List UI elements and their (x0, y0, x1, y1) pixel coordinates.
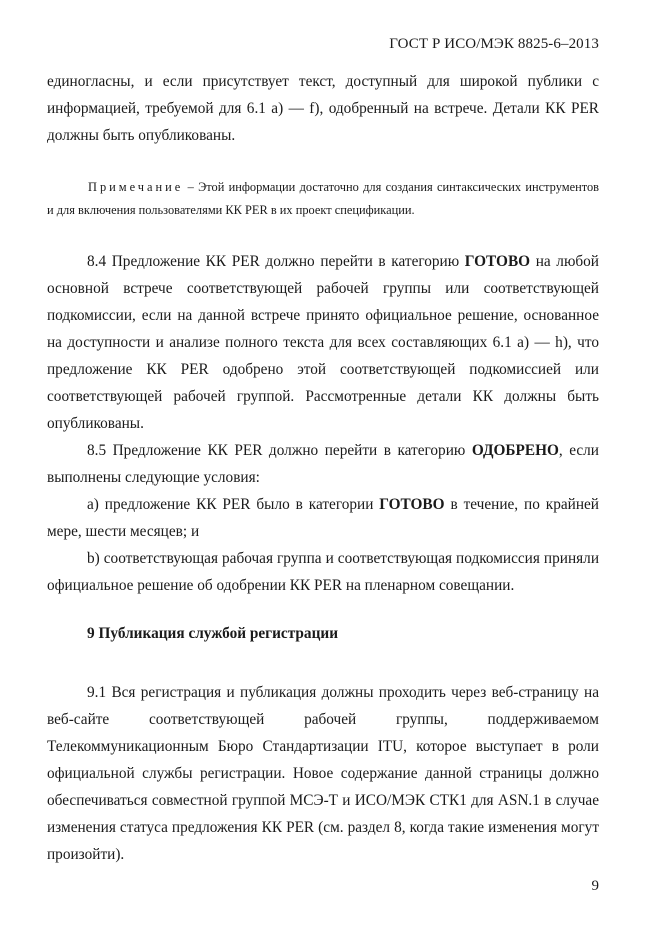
list-item-a (47, 491, 599, 545)
note-text: Этой информации достаточно для создания синтаксических инструментов и для включения пользователями КК PER в их проект спецификации. (47, 180, 599, 217)
note-paragraph (47, 176, 599, 222)
p84-after: на любой основной встрече соответствующей рабочей группы или соответствующей подкомиссии, если на данной встрече принято официальное решение, основанное на доступности и анализе полного текста для всех составляющих 6.1 a) — h), что предложение КК PER одобрено этой соответствующей подкомиссией или соответствующей рабочей группой. Рассмотренные детали КК должны быть опубликованы. (47, 253, 599, 432)
p85-status-approved: ОДОБРЕНО (471, 442, 559, 459)
note-label: Примечание (88, 180, 184, 194)
paragraph-9-1: 9.1 Вся регистрация и публикация должны проходить через веб-страницу на веб-сайте соответствующей рабочей группы, поддерживаемом Телекоммуникационным Бюро Стандартизации ITU, которое выступает в роли официальной службы регистрации. Новое содержание данной страницы должно обеспечиваться совместной группой МСЭ-Т и ИСО/МЭК СТК1 для ASN.1 в случае изменения статуса предложения КК PER (см. раздел 8, когда такие изменения могут произойти). (47, 684, 599, 863)
paragraph-8-5 (47, 437, 599, 491)
item-a-status-ready: ГОТОВО (379, 496, 445, 513)
p84-before: 8.4 Предложение КК PER должно перейти в категорию (87, 253, 465, 270)
section-8-4 (47, 248, 599, 599)
paragraph-8-4 (47, 248, 599, 437)
standard-header: ГОСТ Р ИСО/МЭК 8825-6–2013 (389, 36, 599, 52)
page-number: 9 (591, 878, 599, 894)
note-dash: – (183, 180, 199, 194)
section-9-heading: 9 Публикация службой регистрации (87, 625, 339, 642)
item-a-before: a) предложение КК PER было в категории (87, 496, 380, 513)
section-9-1 (47, 679, 599, 868)
list-item-b: b) соответствующая рабочая группа и соответствующая подкомиссия приняли официальное решение об одобрении КК PER на пленарном совещании. (47, 550, 599, 594)
continuation-paragraph (47, 68, 599, 149)
p85-before: 8.5 Предложение КК PER должно перейти в категорию (87, 442, 472, 459)
p84-status-ready: ГОТОВО (464, 253, 531, 270)
continuation-text: единогласны, и если присутствует текст, доступный для широкой публики с информацией, требуемой для 6.1 a) — f), одобренный на встрече. Детали КК PER должны быть опубликованы. (47, 73, 599, 144)
item-a-after: в течение, по крайней мере, шести месяцев; и (47, 496, 599, 540)
p85-after: , если выполнены следующие условия: (47, 442, 599, 486)
